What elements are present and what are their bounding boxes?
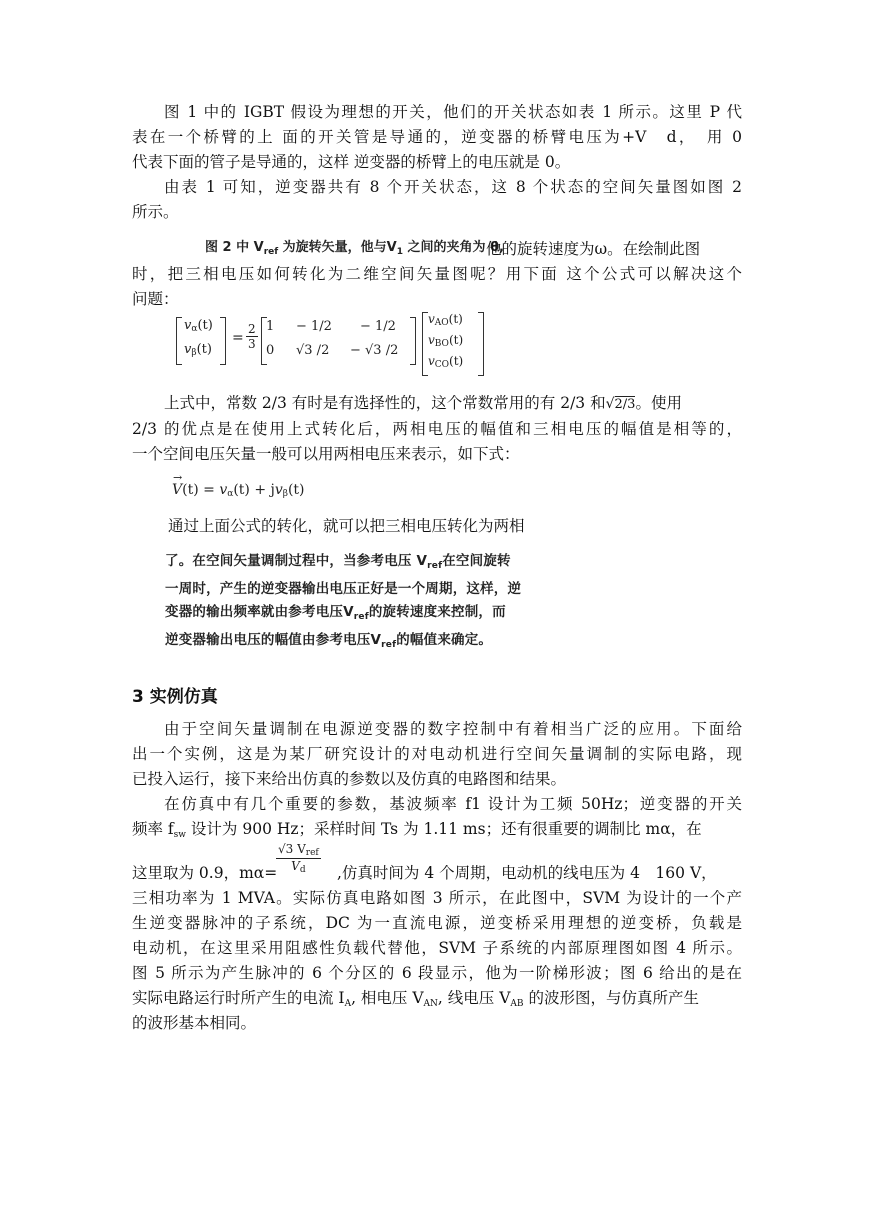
p4-line-2: 2/3 的优点是在使用上式转化后，两相电压的幅值和三相电压的幅值是相等的， [132, 420, 742, 438]
p7-line-5: 生逆变器脉冲的子系统，DC 为一直流电源，逆变桥采用理想的逆变桥，负载是 [132, 914, 742, 932]
figure-line-4: 逆变器输出电压的幅值由参考电压$V_{ref}$的幅值来确定。 [165, 632, 493, 650]
rhs-right-bracket [478, 312, 484, 376]
lhs-left-bracket [176, 317, 182, 365]
figure-line-3: 变器的输出频率就由参考电压$V_{ref}$的旋转速度来控制，而 [165, 604, 506, 622]
equals-sign: = [232, 330, 244, 346]
rhs-v-bo: vBO(t) [428, 333, 464, 349]
matrix-r1c1: 1 [266, 319, 275, 334]
p6-line-1: 由于空间矢量调制在电源逆变器的数字控制中有着相当广泛的应用。下面给 [164, 720, 742, 738]
matrix-r2c3: − √3 /2 [350, 343, 399, 358]
p7-line-4: 三相功率为 1 MVA。实际仿真电路如图 3 所示，在此图中，SVM 为设计的一个产 [132, 889, 742, 907]
p4-line-1: 上式中，常数 2/3 有时是有选择性的，这个常数常用的有 2/3 和√2/3。使用 [164, 394, 682, 412]
lhs-right-bracket [220, 317, 226, 365]
p7-line-2: 频率 $f_{sw}$ 设计为 900 Hz；采样时间 Ts 为 1.11 ms；还有很重要的调制比 mα，在 [132, 820, 702, 840]
p5-line: 通过上面公式的转化，就可以把三相电压转化为两相 [168, 517, 525, 535]
p7-line-8: 实际电路运行时所产生的电流 $I_A$, 相电压 $V_{AN}$, 线电压 $V_{AB}$ 的波形图，与仿真所产生 [132, 989, 699, 1009]
p1-line-1: 图 1 中的 IGBT 假设为理想的开关，他们的开关状态如表 1 所示。这里 P 代 [164, 103, 742, 121]
matrix-r1c2: − 1/2 [296, 319, 332, 334]
p3-image-fragment: 图 2 中 $V_{ref}$ 为旋转矢量，他与$V_1$ 之间的夹角为 θ, [205, 240, 504, 257]
lhs-bottom: vβ(t) [184, 342, 212, 358]
p3-line-3: 问题： [132, 290, 179, 308]
lhs-top: vα(t) [184, 318, 213, 334]
figure-line-1: 了。在空间矢量调制过程中，当参考电压 $V_{ref}$在空间旋转 [165, 553, 511, 571]
equation-vector: → V(t) = vα(t) + jvβ(t) [172, 482, 305, 499]
p3-line-2: 时，把三相电压如何转化为二维空间矢量图呢？用下面 这个公式可以解决这个 [132, 265, 742, 283]
rhs-v-co: vCO(t) [428, 354, 464, 370]
p7-line-7: 图 5 所示为产生脉冲的 6 个分区的 6 段显示，他为一阶梯形波；图 6 给出的是在 [132, 964, 742, 982]
p7-line-9: 的波形基本相同。 [132, 1014, 257, 1032]
p1-line-2: 表在一个桥臂的上 面的开关管是导通的，逆变器的桥臂电压为+V d， 用 0 [132, 128, 742, 146]
p3-line-1-tail: 他的旋转速度为ω。在绘制此图 [486, 240, 701, 258]
matrix-r2c1: 0 [266, 343, 275, 358]
matrix-r1c3: − 1/2 [360, 319, 396, 334]
figure-line-2: 一周时，产生的逆变器输出电压正好是一个周期，这样，逆 [165, 581, 522, 597]
p7-line-6: 电动机，在这里采用阻感性负载代替他，SVM 子系统的内部原理图如图 4 所示。 [132, 939, 742, 957]
figure-text-block [165, 550, 521, 657]
p4-line-3: 一个空间电压矢量一般可以用两相电压来表示，如下式： [132, 445, 520, 463]
p2-line-2: 所示。 [132, 203, 179, 221]
p1-line-3: 代表下面的管子是导通的，这样 逆变器的桥臂上的电压就是 0。 [132, 153, 571, 171]
matrix-right-bracket [410, 317, 416, 365]
p6-line-3: 已投入运行，接下来给出仿真的参数以及仿真的电路图和结果。 [132, 770, 567, 788]
p7-line-1: 在仿真中有几个重要的参数，基波频率 f1 设计为工频 50Hz；逆变器的开关 [164, 795, 742, 813]
coefficient: $\frac{2}{3}$ [248, 322, 256, 351]
p7-line-3: 这里取为 0.9，mα= [132, 864, 278, 882]
matrix-r2c2: √3 /2 [296, 343, 330, 358]
p2-line-1: 由表 1 可知，逆变器共有 8 个开关状态，这 8 个状态的空间矢量图如图 2 [164, 178, 742, 196]
p7-line-3-tail: ,仿真时间为 4 个周期，电动机的线电压为 4 160 V， [337, 864, 717, 882]
p6-line-2: 出一个实例，这是为某厂研究设计的对电动机进行空间矢量调制的实际电路，现 [132, 745, 742, 763]
modulation-fraction: $\frac{\text{√3 Vref}}{Vd}$ [278, 842, 319, 875]
section-heading: 3 实例仿真 [132, 687, 218, 707]
rhs-v-ao: vAO(t) [428, 312, 463, 328]
